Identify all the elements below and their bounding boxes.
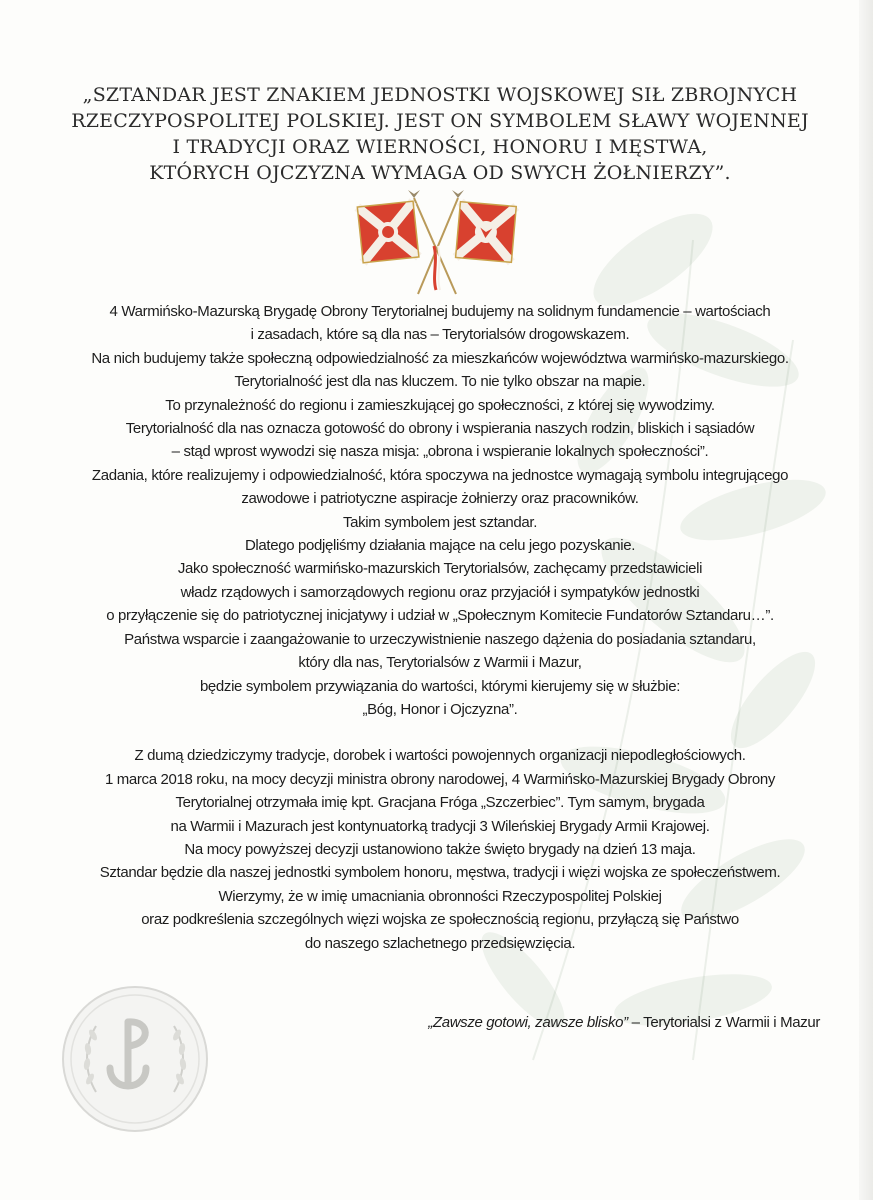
text-line: To przynależność do regionu i zamieszkującej go społeczności, z której się wywodzimy.: [165, 396, 715, 414]
text-line: Państwa wsparcie i zaangażowanie to urzeczywistnienie naszego dążenia do posiadania sztandaru,: [124, 630, 756, 648]
text-line: Jako społeczność warmińsko-mazurskich Terytorialsów, zachęcamy przedstawicieli: [177, 560, 703, 578]
header-line: „SZTANDAR JEST ZNAKIEM JEDNOSTKI WOJSKOWEJ SIŁ ZBROJNYCH: [82, 84, 798, 106]
text-line: Z dumą dziedziczymy tradycje, dorobek i wartości powojennych organizacji niepodległościowych.: [134, 747, 746, 765]
text-line: Dlatego podjęliśmy działania mające na celu jego pozyskanie.: [244, 537, 636, 555]
text-line: Na nich budujemy także społeczną odpowiedzialność za mieszkańców województwa warmińsko-mazurskiego.: [91, 349, 789, 367]
crossed-flags-icon: [352, 186, 522, 296]
header-line: KTÓRYCH OJCZYZNA WYMAGA OD SWYCH ŻOŁNIERZY”.: [149, 162, 731, 184]
text-line: Takim symbolem jest sztandar.: [342, 513, 538, 531]
text-line: na Warmii i Mazurach jest kontynuatorką tradycji 3 Wileńskiej Brygady Armii Krajowej.: [170, 817, 710, 835]
text-line: Sztandar będzie dla naszej jednostki symbolem honoru, męstwa, tradycji i więzi wojska ze społeczeństwem.: [99, 864, 781, 882]
body-text: [70, 300, 810, 955]
header-line: RZECZYPOSPOLITEJ POLSKIEJ. JEST ON SYMBOLEM SŁAWY WOJENNEJ: [71, 110, 809, 132]
paragraph-tradition: [70, 744, 810, 955]
paragraph-intro: [70, 300, 810, 721]
text-line: Terytorialność jest dla nas kluczem. To nie tylko obszar na mapie.: [234, 373, 646, 391]
header-quote: [60, 82, 820, 186]
paragraph-gap: [70, 721, 810, 744]
text-line: Terytorialnej otrzymała imię kpt. Gracjana Fróga „Szczerbiec”. Tym samym, brygada: [175, 794, 705, 812]
text-line: – stąd wprost wywodzi się nasza misja: „obrona i wspieranie lokalnych społeczności”.: [171, 443, 709, 461]
polska-walczaca-seal-icon: [60, 984, 210, 1134]
motto-quote: „Zawsze gotowi, zawsze blisko”: [428, 1014, 628, 1031]
text-line: Wierzymy, że w imię umacniania obronności Rzeczypospolitej Polskiej: [218, 887, 662, 905]
text-line: o przyłączenie się do patriotycznej inicjatywy i udział w „Społecznym Komitecie Fundatorów Sztandaru…”.: [106, 607, 774, 625]
text-line: 1 marca 2018 roku, na mocy decyzji ministra obrony narodowej, 4 Warmińsko-Mazurskiej Brygady Obrony: [104, 770, 776, 788]
header-line: I TRADYCJI ORAZ WIERNOŚCI, HONORU I MĘSTWA,: [172, 136, 708, 158]
text-line: który dla nas, Terytorialsów z Warmii i Mazur,: [298, 654, 582, 672]
text-line: „Bóg, Honor i Ojczyzna”.: [362, 700, 518, 718]
text-line: i zasadach, które są dla nas – Terytorialsów drogowskazem.: [250, 326, 630, 344]
text-line: 4 Warmińsko-Mazurską Brygadę Obrony Terytorialnej budujemy na solidnym fundamencie – wartościach: [109, 303, 771, 320]
text-line: Zadania, które realizujemy i odpowiedzialność, która spoczywa na jednostce wymagają symbolu integrującego: [91, 466, 789, 484]
text-line: do naszego szlachetnego przedsięwzięcia.: [304, 934, 576, 952]
text-line: władz rządowych i samorządowych regionu oraz przyjaciół i sympatyków jednostki: [180, 583, 700, 601]
text-line: zawodowe i patriotyczne aspiracje żołnierzy oraz pracowników.: [241, 490, 639, 508]
text-line: będzie symbolem przywiązania do wartości, którymi kierujemy się w służbie:: [199, 677, 681, 695]
text-line: Na mocy powyższej decyzji ustanowiono także święto brygady na dzień 13 maja.: [184, 840, 696, 858]
scan-edge: [859, 0, 873, 1200]
closing-motto: [300, 1014, 820, 1031]
text-line: oraz podkreślenia szczególnych więzi wojska ze społecznością regionu, przyłączą się Państwo: [141, 911, 739, 929]
signature: – Terytorialsi z Warmii i Mazur: [627, 1014, 820, 1031]
text-line: Terytorialność dla nas oznacza gotowość do obrony i wspierania naszych rodzin, bliskich i sąsiadów: [125, 420, 755, 438]
